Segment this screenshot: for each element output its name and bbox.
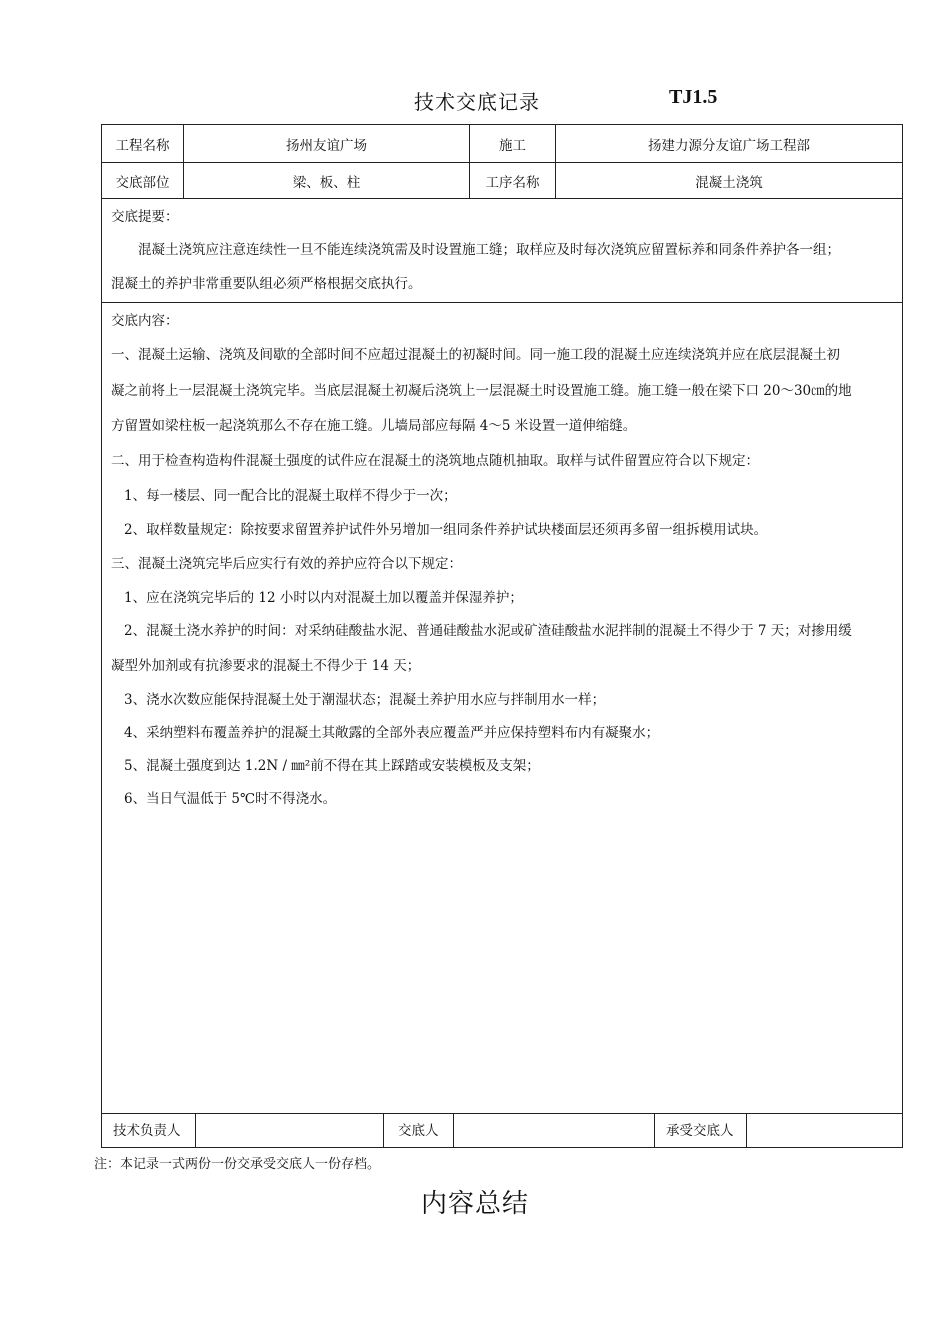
content-line: 方留置如梁柱板一起浇筑那么不存在施工缝。儿墙局部应每隔 4～5 米设置一道伸缩缝。 [111, 418, 637, 434]
document-code: TJ1.5 [669, 86, 718, 108]
receiver-signature[interactable] [747, 1114, 902, 1147]
process-name-label: 工序名称 [470, 163, 556, 198]
content-line: 凝之前将上一层混凝土浇筑完毕。当底层混凝土初凝后浇筑上一层混凝土时设置施工缝。施工缝一般在梁下口 20～30㎝的地 [111, 383, 852, 399]
process-name-value: 混凝土浇筑 [695, 174, 763, 191]
signature-row [102, 1113, 902, 1147]
content-line: 4、采纳塑料布覆盖养护的混凝土其敞露的全部外表应覆盖严并应保持塑料布内有凝聚水； [124, 725, 660, 741]
disclosure-part-label: 交底部位 [102, 163, 184, 198]
document-title: 技术交底记录 [414, 90, 540, 114]
summary-line: 混凝土的养护非常重要队组必须严格根据交底执行。 [111, 276, 422, 292]
tech-lead-label: 技术负责人 [102, 1114, 196, 1147]
content-line: 2、混凝土浇水养护的时间：对采纳硅酸盐水泥、普通硅酸盐水泥或矿渣硅酸盐水泥拌制的混凝土不得少于 7 天；对掺用缓 [124, 623, 852, 639]
content-line: 5、混凝土强度到达 1.2N / ㎜²前不得在其上踩踏或安装模板及支架； [124, 758, 540, 774]
discloser-label: 交底人 [384, 1114, 454, 1147]
project-name-label: 工程名称 [102, 125, 184, 162]
content-line: 6、当日气温低于 5℃时不得浇水。 [124, 791, 337, 807]
content-line: 二、用于检查构造构件混凝土强度的试件应在混凝土的浇筑地点随机抽取。取样与试件留置应符合以下规定： [111, 453, 759, 469]
content-line: 三、混凝土浇筑完毕后应实行有效的养护应符合以下规定： [111, 556, 462, 572]
receiver-label: 承受交底人 [655, 1114, 747, 1147]
title-row [0, 86, 950, 116]
disclosure-part-value: 梁、板、柱 [184, 163, 470, 198]
content-line: 1、每一楼层、同一配合比的混凝土取样不得少于一次； [124, 488, 457, 504]
info-row-part [102, 163, 902, 199]
project-name-value: 扬州友谊广场 [184, 125, 470, 162]
tech-lead-signature[interactable] [196, 1114, 384, 1147]
disclosure-summary-section [102, 199, 902, 303]
content-line: 凝型外加剂或有抗渗要求的混凝土不得少于 14 天； [111, 658, 421, 674]
summary-heading: 交底提要： [111, 209, 179, 225]
construction-label: 施工 [470, 125, 556, 162]
disclosure-content-section [102, 303, 902, 1113]
disclosure-form [101, 124, 903, 1148]
info-row-project [102, 125, 902, 163]
summary-line: 混凝土浇筑应注意连续性一旦不能连续浇筑需及时设置施工缝；取样应及时每次浇筑应留置标养和同条件养护各一组； [138, 242, 840, 258]
footer-note: 注：本记录一式两份一份交承受交底人一份存档。 [94, 1157, 381, 1172]
content-line: 3、浇水次数应能保持混凝土处于潮湿状态；混凝土养护用水应与拌制用水一样； [124, 692, 606, 708]
content-line: 1、应在浇筑完毕后的 12 小时以内对混凝土加以覆盖并保湿养护； [124, 590, 523, 606]
content-line: 一、混凝土运输、浇筑及间歇的全部时间不应超过混凝土的初凝时间。同一施工段的混凝土应连续浇筑并应在底层混凝土初 [111, 347, 840, 363]
construction-value: 扬建力源分友谊广场工程部 [648, 137, 810, 154]
discloser-signature[interactable] [454, 1114, 655, 1147]
summary-title: 内容总结 [420, 1189, 529, 1219]
content-line: 2、取样数量规定：除按要求留置养护试件外另增加一组同条件养护试块楼面层还须再多留一组拆模用试块。 [124, 522, 768, 538]
content-heading: 交底内容： [111, 313, 179, 329]
